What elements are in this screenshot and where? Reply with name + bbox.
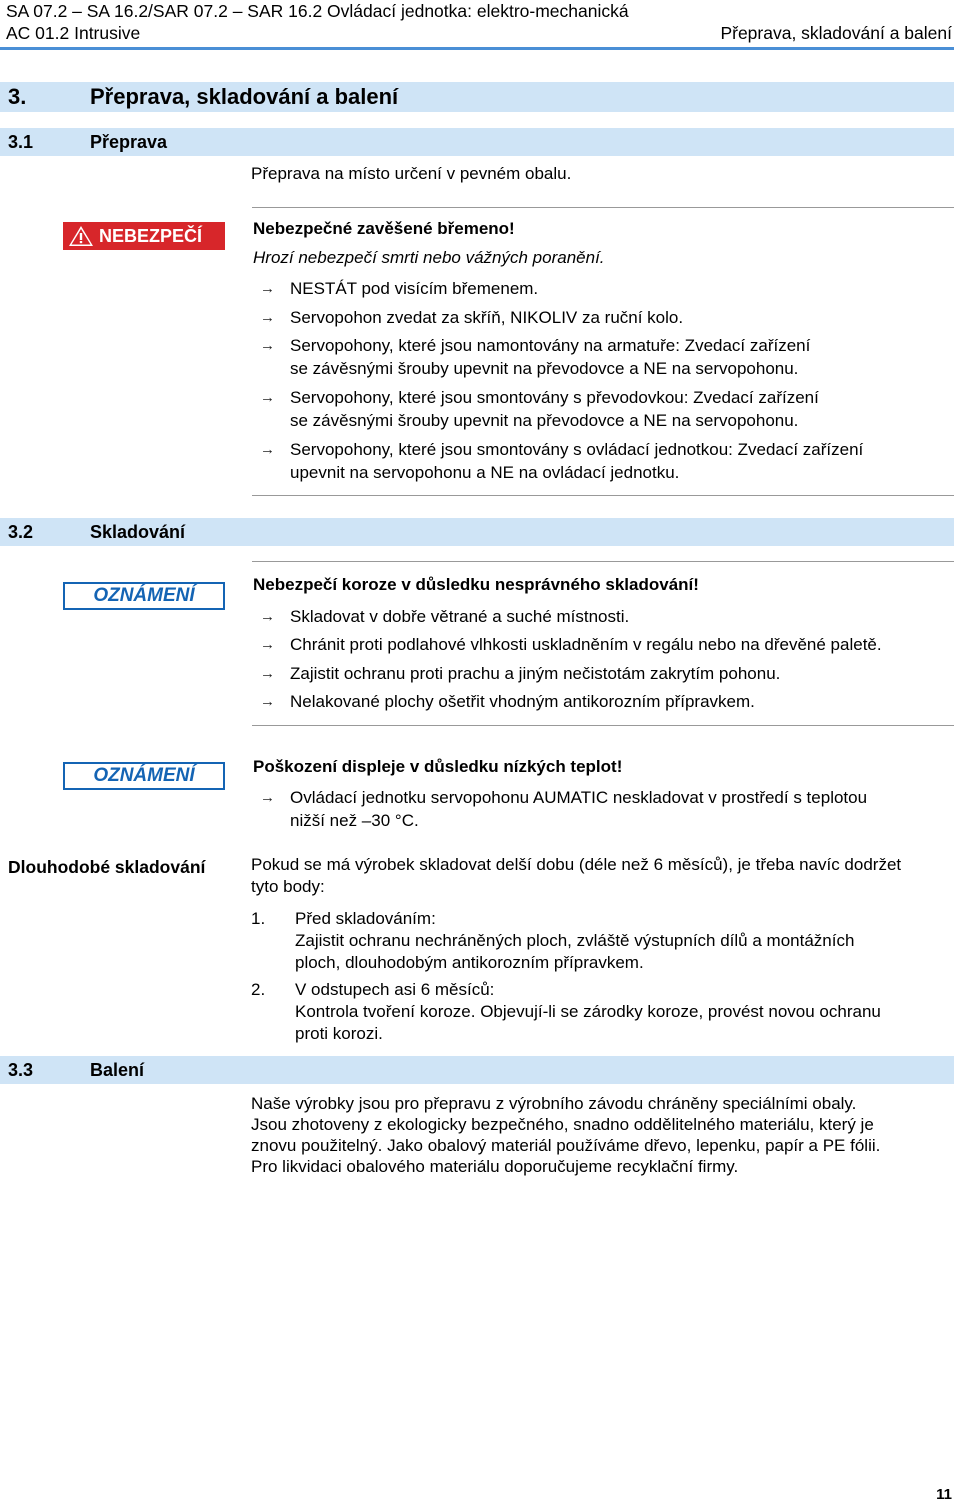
danger-item-5-line-1: Servopohony, které jsou smontovány s ovládací jednotkou: Zvedací zařízení bbox=[290, 440, 864, 459]
step-2-line-1: V odstupech asi 6 měsíců: bbox=[295, 980, 495, 999]
notice-1-item-3: Zajistit ochranu proti prachu a jiným nečistotám zakrytím pohonu. bbox=[290, 664, 781, 683]
danger-heading: Nebezpečné zavěšené břemeno! bbox=[253, 219, 515, 238]
separator bbox=[252, 725, 954, 726]
step-2-line-2: Kontrola tvoření koroze. Objevují-li se zárodky koroze, provést novou ochranu bbox=[295, 1002, 881, 1021]
longterm-intro-line-1: Pokud se má výrobek skladovat delší dobu (déle než 6 měsíců), je třeba navíc dodržet bbox=[251, 855, 902, 874]
arrow-right-icon: → bbox=[260, 693, 275, 710]
longterm-label: Dlouhodobé skladování bbox=[8, 857, 206, 877]
step-1-line-3: ploch, dlouhodobým antikorozním přípravkem. bbox=[295, 953, 644, 972]
packaging-line-3: znovu použitelný. Jako obalový materiál používáme dřevo, lepenku, papír a PE fólii. bbox=[251, 1136, 881, 1155]
section-3-2-number: 3.2 bbox=[8, 522, 34, 542]
notice-1-heading: Nebezpečí koroze v důsledku nesprávného skladování! bbox=[253, 575, 699, 594]
step-1-line-2: Zajistit ochranu nechráněných ploch, zvláště výstupních dílů a montážních bbox=[295, 931, 855, 950]
arrow-right-icon: → bbox=[260, 337, 275, 354]
section-3-1-title: Přeprava bbox=[90, 132, 168, 152]
header-subtitle: AC 01.2 Intrusive bbox=[6, 23, 141, 43]
header-rule bbox=[0, 47, 954, 50]
chapter-number: 3. bbox=[8, 84, 27, 109]
danger-item-5-line-2: upevnit na servopohonu a NE na ovládací jednotku. bbox=[290, 463, 680, 482]
danger-label: NEBEZPEČÍ bbox=[99, 226, 203, 246]
step-1-line-1: Před skladováním: bbox=[295, 909, 436, 928]
notice-2-item-1-line-2: nižší než –30 °C. bbox=[290, 811, 419, 830]
packaging-line-4: Pro likvidaci obalového materiálu doporučujeme recyklační firmy. bbox=[251, 1157, 739, 1176]
section-3-1-number: 3.1 bbox=[8, 132, 34, 152]
header-section: Přeprava, skladování a balení bbox=[720, 23, 952, 43]
arrow-right-icon: → bbox=[260, 309, 275, 326]
danger-item-1: NESTÁT pod visícím břemenem. bbox=[290, 279, 539, 298]
arrow-right-icon: → bbox=[260, 389, 275, 406]
step-2-line-3: proti korozi. bbox=[295, 1024, 383, 1043]
danger-item-3-line-1: Servopohony, které jsou namontovány na armatuře: Zvedací zařízení bbox=[290, 336, 811, 355]
danger-badge bbox=[63, 222, 225, 250]
arrow-right-icon: → bbox=[260, 636, 275, 653]
notice-1-item-2: Chránit proti podlahové vlhkosti uskladněním v regálu nebo na dřevěné paletě. bbox=[290, 635, 882, 654]
danger-item-4-line-2: se závěsnými šrouby upevnit na převodovce a NE na servopohonu. bbox=[290, 411, 799, 430]
step-2-number: 2. bbox=[251, 980, 266, 999]
arrow-right-icon: → bbox=[260, 608, 275, 625]
arrow-right-icon: → bbox=[260, 280, 275, 297]
section-3-1-intro: Přeprava na místo určení v pevném obalu. bbox=[251, 164, 572, 183]
section-3-2-title: Skladování bbox=[90, 522, 186, 542]
notice-2-heading: Poškození displeje v důsledku nízkých teplot! bbox=[253, 757, 623, 776]
arrow-right-icon: → bbox=[260, 441, 275, 458]
section-3-3-title: Balení bbox=[90, 1060, 145, 1080]
separator bbox=[252, 207, 954, 208]
danger-subheading: Hrozí nebezpečí smrti nebo vážných poranění. bbox=[253, 248, 605, 267]
notice-1-item-1: Skladovat v dobře větrané a suché místnosti. bbox=[290, 607, 630, 626]
notice-2-item-1-line-1: Ovládací jednotku servopohonu AUMATIC neskladovat v prostředí s teplotou bbox=[290, 788, 868, 807]
danger-item-2: Servopohon zvedat za skříň, NIKOLIV za ruční kolo. bbox=[290, 308, 684, 327]
chapter-title: Přeprava, skladování a balení bbox=[90, 84, 399, 109]
section-3-3-number: 3.3 bbox=[8, 1060, 34, 1080]
packaging-line-1: Naše výrobky jsou pro přepravu z výrobního závodu chráněny speciálními obaly. bbox=[251, 1094, 857, 1113]
notice-badge: OZNÁMENÍ bbox=[63, 762, 225, 790]
packaging-line-2: Jsou zhotoveny z ekologicky bezpečného, snadno oddělitelného materiálu, který je bbox=[251, 1115, 874, 1134]
notice-badge: OZNÁMENÍ bbox=[63, 582, 225, 610]
step-1-number: 1. bbox=[251, 909, 266, 928]
notice-1-item-4: Nelakované plochy ošetřit vhodným antikorozním přípravkem. bbox=[290, 692, 755, 711]
longterm-intro-line-2: tyto body: bbox=[251, 877, 325, 896]
page-number: 11 bbox=[936, 1486, 952, 1503]
arrow-right-icon: → bbox=[260, 789, 275, 806]
danger-item-3-line-2: se závěsnými šrouby upevnit na převodovce a NE na servopohonu. bbox=[290, 359, 799, 378]
header-title: SA 07.2 – SA 16.2/SAR 07.2 – SAR 16.2 Ovládací jednotka: elektro-mechanická bbox=[6, 1, 629, 21]
separator bbox=[252, 561, 954, 562]
danger-item-4-line-1: Servopohony, které jsou smontovány s převodovkou: Zvedací zařízení bbox=[290, 388, 819, 407]
arrow-right-icon: → bbox=[260, 665, 275, 682]
separator bbox=[252, 495, 954, 496]
warning-triangle-icon bbox=[68, 225, 94, 247]
